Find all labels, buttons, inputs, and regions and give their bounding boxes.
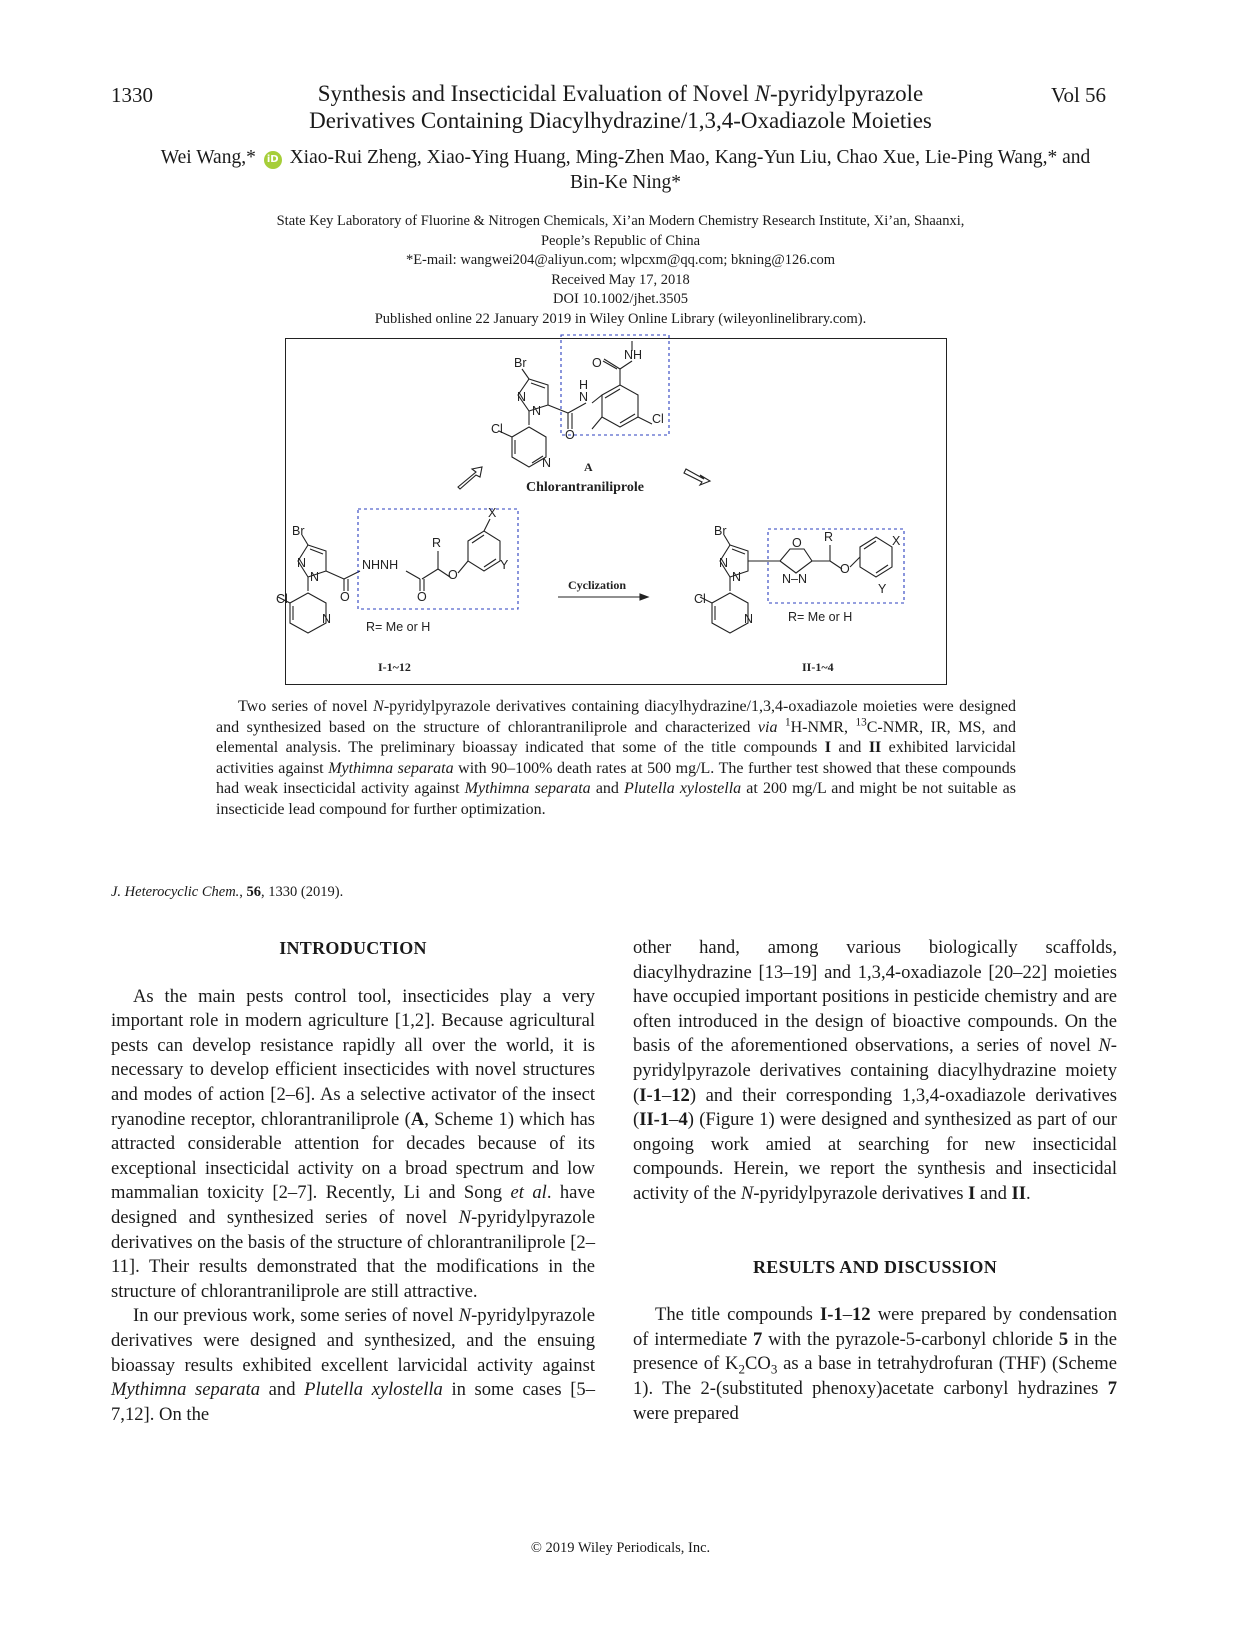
italic-text: Plutella xylostella xyxy=(304,1379,443,1401)
journal-volume: 56 xyxy=(246,884,262,900)
doi: DOI 10.1002/jhet.3505 xyxy=(553,291,688,307)
results-paragraph-1 xyxy=(633,1303,1117,1426)
bold-text: 5 xyxy=(1058,1328,1069,1350)
text: ) and their corresponding 1,3,4-oxadiazole derivatives ( xyxy=(633,1084,1117,1131)
atom-o-i1: O xyxy=(340,590,350,604)
atom-n-a2: N xyxy=(532,404,542,418)
bold-text: II xyxy=(1011,1182,1027,1204)
abstract-text: -pyridylpyrazole derivatives containing diacylhydrazine/1,3,4-oxadiazole moieties were designed and synthesized based on the structure of chlorantraniliprole and characterized xyxy=(216,698,1017,736)
atom-n-ii1: N xyxy=(719,556,729,570)
abstract-text: and xyxy=(830,739,869,756)
text: -pyridylpyrazole derivatives containing diacylhydrazine moiety ( xyxy=(633,1035,1117,1106)
affiliation-block xyxy=(110,212,1131,329)
intro-paragraph-2 xyxy=(111,1304,595,1427)
last-author: Bin-Ke Ning* xyxy=(569,172,682,193)
text: . xyxy=(1026,1182,1031,1204)
bold-text: I-1 xyxy=(819,1304,843,1326)
abstract-bold: II xyxy=(868,739,882,756)
atom-y-ii: Y xyxy=(878,582,887,596)
abstract-text: with 90–100% death rates at 500 mg/L. The further test showed that these compounds had weak insecticidal activity against xyxy=(216,759,1017,797)
atom-nn-ii: N–N xyxy=(782,572,808,586)
compound-a-name: Chlorantraniliprole xyxy=(526,480,644,495)
abstract-italic: N xyxy=(373,698,384,715)
atom-r-i: R xyxy=(432,536,442,550)
text: -pyridylpyrazole derivatives xyxy=(753,1182,969,1204)
text: in some cases [5–7,12]. On the xyxy=(111,1379,595,1425)
section-heading-introduction: INTRODUCTION xyxy=(279,938,427,958)
bold-text: 12 xyxy=(671,1084,690,1106)
graphical-abstract xyxy=(276,338,947,685)
abstract-sup: 1 xyxy=(785,716,791,729)
atom-br-i: Br xyxy=(292,524,305,538)
abstract-italic: Mythimna separata xyxy=(464,780,591,797)
bold-text: I xyxy=(968,1182,976,1204)
atom-n-a3: N xyxy=(542,456,552,470)
subscript: 3 xyxy=(770,1362,778,1378)
author-list xyxy=(105,145,1146,195)
atom-o-a1: O xyxy=(565,428,575,442)
atom-n-a4: N xyxy=(579,390,589,404)
atom-cl-i: Cl xyxy=(276,592,288,606)
text: . have designed and synthesized series of novel xyxy=(111,1182,595,1228)
citation-sep: , xyxy=(239,884,247,900)
text: In our previous work, some series of novel xyxy=(133,1305,459,1327)
abstract-text: at 200 mg/L and might be not suitable as insecticide lead compound for further optimization. xyxy=(216,780,1017,818)
subscript: 2 xyxy=(738,1362,745,1378)
citation-rest: , 1330 (2019). xyxy=(261,884,344,900)
bold-text: A xyxy=(410,1108,425,1130)
intro-paragraph-3 xyxy=(633,936,1117,1207)
affiliation-line2: People’s Republic of China xyxy=(540,232,701,249)
arrow-down-left-icon xyxy=(458,467,482,489)
title-line2: Derivatives Containing Diacylhydrazine/1,3,4-Oxadiazole Moieties xyxy=(309,108,932,133)
text: CO xyxy=(744,1353,771,1375)
bold-text: 7 xyxy=(753,1328,763,1350)
atom-o-i3: O xyxy=(448,568,458,582)
atom-x-ii: X xyxy=(892,534,901,548)
arrow-down-right-icon xyxy=(684,469,710,485)
abstract-text: and xyxy=(590,780,625,797)
bold-text: 7 xyxy=(1107,1377,1117,1399)
abstract-italic: Mythimna separata xyxy=(328,759,454,777)
atom-cl-a2: Cl xyxy=(652,412,664,426)
text: were prepared xyxy=(633,1402,739,1424)
atom-nh-a: NH xyxy=(624,348,643,362)
title-line1-pre: Synthesis and Insecticidal Evaluation of Novel xyxy=(317,81,755,106)
text: -pyridylpyrazole derivatives on the basis of the structure of chlorantraniliprole [2–11]. Their results demonstrated that the modifications in the structure of chlorantraniliprole are still attractive. xyxy=(111,1206,595,1302)
text: and xyxy=(975,1182,1012,1204)
article-title xyxy=(200,80,1041,134)
text: As the main pests control tool, insecticides play a very important role in modern agriculture [1,2]. Because agricultural pests can develop resistance rapidly all over the world, it is necessary to develop efficient insecticides with novel structures and modes of action [2–6]. As a selective activator of the insect ryanodine receptor, chlorantraniliprole ( xyxy=(111,985,595,1130)
abstract xyxy=(216,697,1016,820)
abstract-text: H-NMR, xyxy=(790,718,856,736)
italic-text: N xyxy=(1098,1035,1111,1057)
italic-text: N xyxy=(458,1206,472,1228)
first-author: Wei Wang,* xyxy=(160,147,256,168)
text: and xyxy=(260,1379,305,1401)
text: with the pyrazole-5-carbonyl chloride xyxy=(762,1328,1059,1350)
atom-n-i1: N xyxy=(297,556,307,570)
text: The title compounds xyxy=(655,1304,820,1326)
atom-o-ii2: O xyxy=(840,562,850,576)
right-column xyxy=(633,936,1117,1426)
citation-line xyxy=(111,884,343,901)
text: , Scheme 1) which has attracted considerable attention for decades because of its exceptional insecticidal activity on a broad spectrum and low mammalian toxicity [2–7]. Recently, Li and Song xyxy=(111,1108,595,1204)
atom-o-ii1: O xyxy=(792,536,802,550)
text: in the presence of K xyxy=(633,1328,1117,1375)
compound-a-label: A xyxy=(584,460,593,474)
text: ) (Figure 1) were designed and synthesized as part of our ongoing work amied at searching for new insecticidal compounds. Herein, we report the synthesis and insecticidal activity of the xyxy=(633,1109,1117,1204)
series-i-label: I-1~12 xyxy=(378,660,411,674)
text: other hand, among various biologically scaffolds, diacylhydrazine [13–19] and 1,3,4-oxadiazole [20–22] moieties have occupied important positions in pesticide chemistry and are often introduced in the design of bioactive compounds. On the basis of the aforementioned observations, a series of novel xyxy=(633,937,1117,1057)
atom-cl-ii: Cl xyxy=(694,592,706,606)
r-note-i: R= Me or H xyxy=(366,620,431,634)
journal-name: J. Heterocyclic Chem. xyxy=(111,884,240,900)
abstract-text: C-NMR, IR, MS, and elemental analysis. The preliminary bioassay indicated that some of the title compounds xyxy=(216,718,1017,756)
atom-br-ii: Br xyxy=(714,524,727,538)
atom-x-i: X xyxy=(488,506,497,520)
abstract-italic: via xyxy=(757,718,778,736)
title-line1-post: -pyridylpyrazole xyxy=(769,81,924,106)
atom-y-i: Y xyxy=(500,558,509,572)
text: - xyxy=(646,1084,653,1106)
italic-text: N xyxy=(458,1305,472,1327)
atom-br-a: Br xyxy=(514,356,527,370)
text: -pyridylpyrazole derivatives were designed and synthesized, and the ensuing bioassay results exhibited excellent larvicidal activity against xyxy=(111,1305,595,1376)
atom-n-i2: N xyxy=(310,570,320,584)
r-note-ii: R= Me or H xyxy=(788,610,853,624)
bold-text: 1 xyxy=(652,1084,662,1106)
series-ii-label: II-1~4 xyxy=(802,660,834,674)
volume-label: Vol 56 xyxy=(1051,83,1107,107)
text: as a base in tetrahydrofuran (THF) (Scheme 1). The 2-(substituted phenoxy)acetate carbonyl hydrazines xyxy=(633,1353,1118,1399)
text: – xyxy=(842,1304,852,1326)
italic-text: N xyxy=(740,1182,754,1204)
atom-r-ii: R xyxy=(824,530,834,544)
text: – xyxy=(669,1109,679,1131)
atom-h-a: H xyxy=(579,378,589,392)
bold-text: II-1 xyxy=(639,1109,670,1131)
page-number: 1330 xyxy=(111,83,153,107)
atom-n-ii2: N xyxy=(732,570,742,584)
abstract-italic: Plutella xylostella xyxy=(624,780,742,797)
title-italic-n: N xyxy=(754,81,770,106)
published-line: Published online 22 January 2019 in Wiley Online Library (wileyonlinelibrary.com). xyxy=(374,310,867,327)
atom-o-a2: O xyxy=(592,356,602,370)
section-heading-results: RESULTS AND DISCUSSION xyxy=(752,1256,998,1277)
atom-n-ii3: N xyxy=(744,612,754,626)
text: were prepared by condensation of intermediate xyxy=(633,1304,1117,1350)
received-date: Received May 17, 2018 xyxy=(551,271,690,288)
scheme-graphic xyxy=(276,339,946,684)
copyright-footer: © 2019 Wiley Periodicals, Inc. xyxy=(530,1540,711,1556)
abstract-text: exhibited larvicidal activities against xyxy=(216,739,1016,777)
bold-text: 12 xyxy=(852,1304,871,1326)
abstract-text: Two series of novel xyxy=(238,698,374,715)
arrowhead-icon xyxy=(640,594,648,600)
abstract-bold: I xyxy=(824,739,831,756)
intro-paragraph-1 xyxy=(111,985,595,1305)
atom-n-a1: N xyxy=(517,390,527,404)
italic-text: et al xyxy=(510,1182,547,1204)
atom-nhnh: NHNH xyxy=(362,558,399,572)
atom-o-i2: O xyxy=(417,590,427,604)
bold-text: I xyxy=(639,1084,647,1106)
italic-text: Mythimna separata xyxy=(111,1379,261,1401)
co-authors: Xiao-Rui Zheng, Xiao-Ying Huang, Ming-Zhen Mao, Kang-Yun Liu, Chao Xue, Lie-Ping Wang,* and xyxy=(289,147,1091,168)
left-column xyxy=(111,936,595,1427)
email-line: *E-mail: wangwei204@aliyun.com; wlpcxm@qq.com; bkning@126.com xyxy=(405,252,836,268)
bold-text: 4 xyxy=(678,1109,688,1131)
abstract-sup: 13 xyxy=(855,716,867,729)
affiliation-line1: State Key Laboratory of Fluorine & Nitrogen Chemicals, Xi’an Modern Chemistry Research Institute, Xi’an, Shaanxi, xyxy=(276,213,965,229)
cyclization-label: Cyclization xyxy=(568,578,626,592)
atom-n-i3: N xyxy=(322,612,332,626)
text: – xyxy=(661,1084,672,1106)
atom-cl-a1: Cl xyxy=(491,422,503,436)
orcid-icon[interactable]: iD xyxy=(264,151,282,169)
